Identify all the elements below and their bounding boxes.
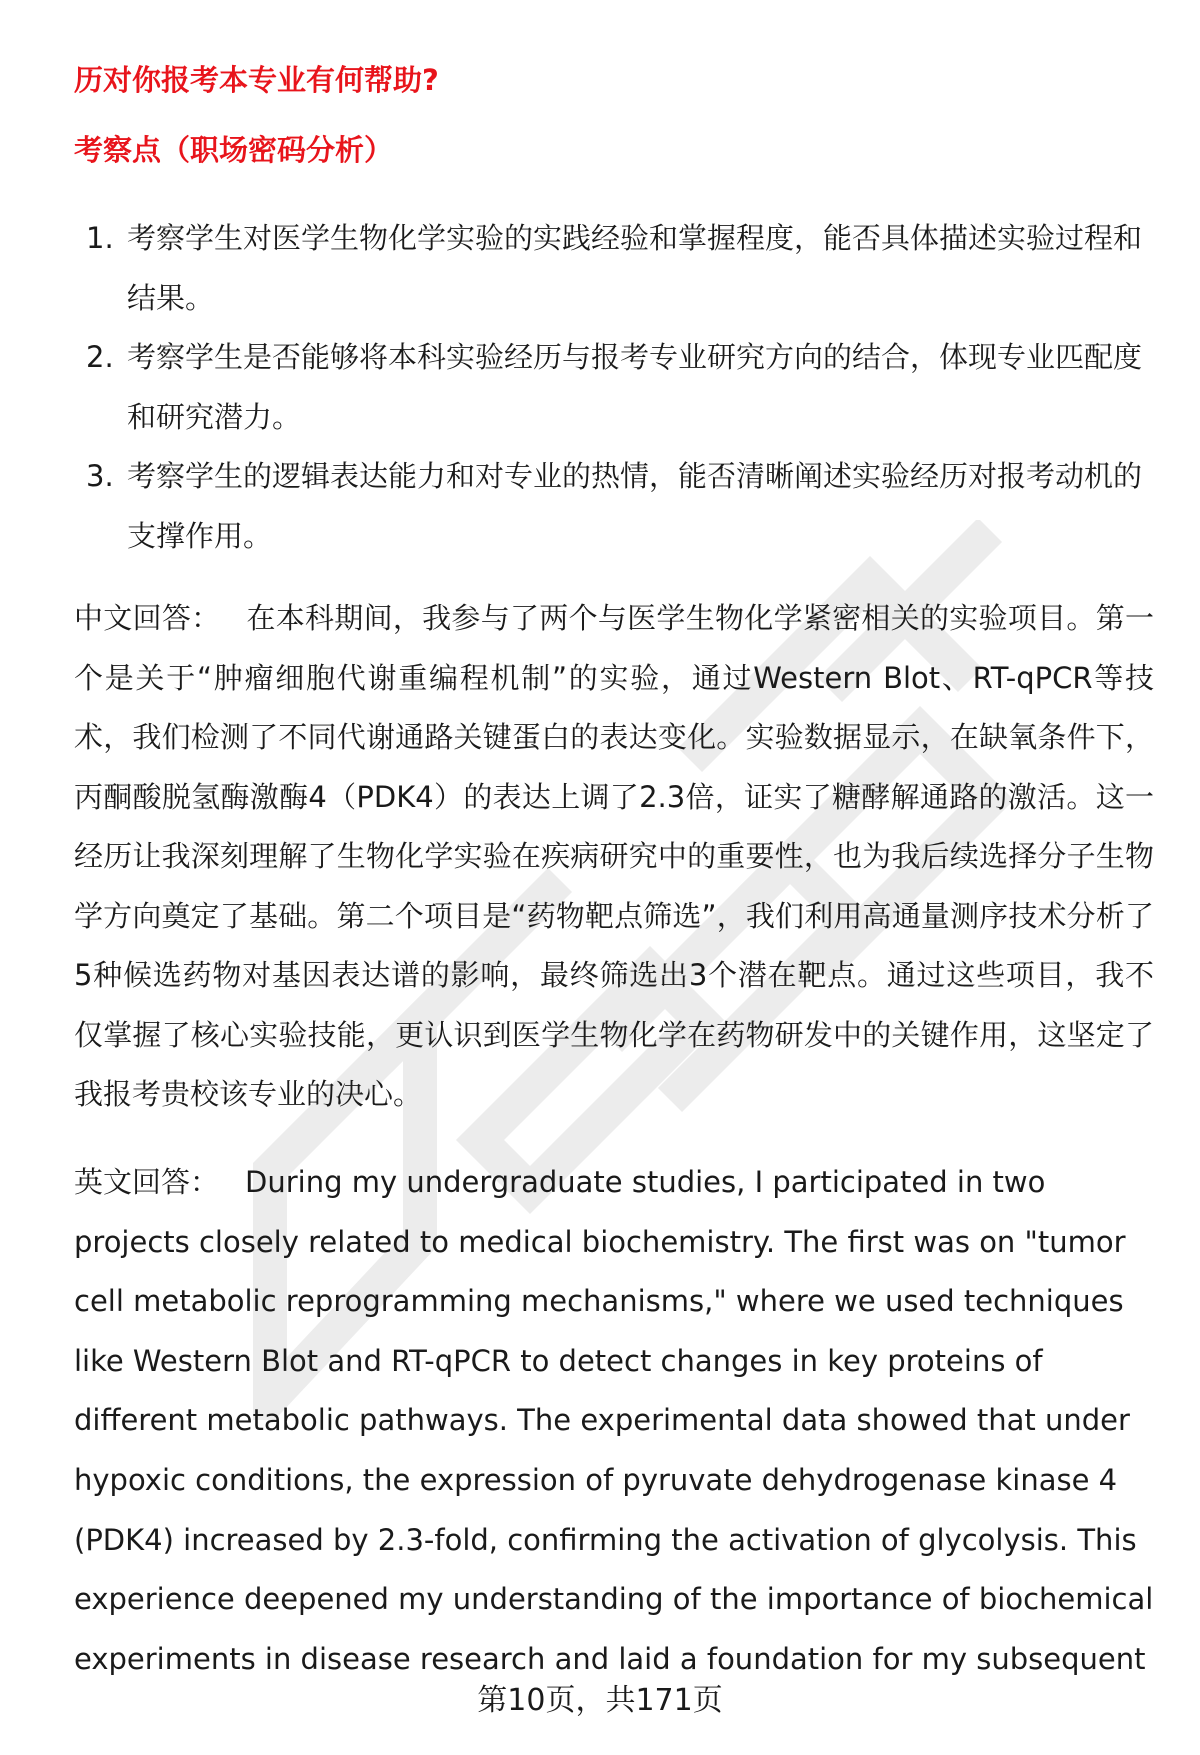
list-item	[74, 209, 1154, 328]
page-footer: 第10页，共171页	[477, 1683, 723, 1718]
chinese-answer	[74, 589, 1154, 1125]
list-item-text: 考察学生的逻辑表达能力和对专业的热情，能否清晰阐述实验经历对报考动机的支撑作用。	[127, 459, 1143, 553]
list-number: 1.	[86, 221, 114, 255]
question-heading: 历对你报考本专业有何帮助?	[74, 63, 439, 97]
list-item-text: 考察学生对医学生物化学实验的实践经验和掌握程度，能否具体描述实验过程和结果。	[127, 221, 1143, 315]
english-answer-label: 英文回答：	[74, 1165, 220, 1199]
assessment-points-list	[74, 209, 1154, 566]
list-number: 2.	[86, 340, 114, 374]
list-item-text: 考察学生是否能够将本科实验经历与报考专业研究方向的结合，体现专业匹配度和研究潜力。	[127, 340, 1143, 434]
list-item	[74, 447, 1154, 566]
list-item	[74, 328, 1154, 447]
english-answer	[74, 1153, 1154, 1689]
assessment-points-heading: 考察点（职场密码分析）	[74, 133, 394, 167]
list-number: 3.	[86, 459, 114, 493]
english-answer-text: During my undergraduate studies, I participated in two projects closely related to medical biochemistry. The first was on "tumor cell metabolic reprogramming mechanisms," where we used techniques like Western Blot and RT-qPCR to detect changes in key proteins of different metabolic pathways. The experimental data showed that under hypoxic conditions, the expression of pyruvate dehydrogenase kinase 4 (PDK4) increased by 2.3-fold, confirming the activation of glycolysis. This experience deepened my understanding of the importance of biochemical experiments in disease research and laid a foundation for my subsequent	[74, 1165, 1154, 1676]
chinese-answer-label: 中文回答：	[74, 601, 221, 635]
chinese-answer-text: 在本科期间，我参与了两个与医学生物化学紧密相关的实验项目。第一个是关于“肿瘤细胞代谢重编程机制”的实验，通过Western Blot、RT-qPCR等技术，我们检测了不同代谢通路关键蛋白的表达变化。实验数据显示，在缺氧条件下，丙酮酸脱氢酶激酶4（PDK4）的表达上调了2.3倍，证实了糖酵解通路的激活。这一经历让我深刻理解了生物化学实验在疾病研究中的重要性，也为我后续选择分子生物学方向奠定了基础。第二个项目是“药物靶点筛选”，我们利用高通量测序技术分析了5种候选药物对基因表达谱的影响，最终筛选出3个潜在靶点。通过这些项目，我不仅掌握了核心实验技能，更认识到医学生物化学在药物研发中的关键作用，这坚定了我报考贵校该专业的决心。	[74, 601, 1154, 1111]
